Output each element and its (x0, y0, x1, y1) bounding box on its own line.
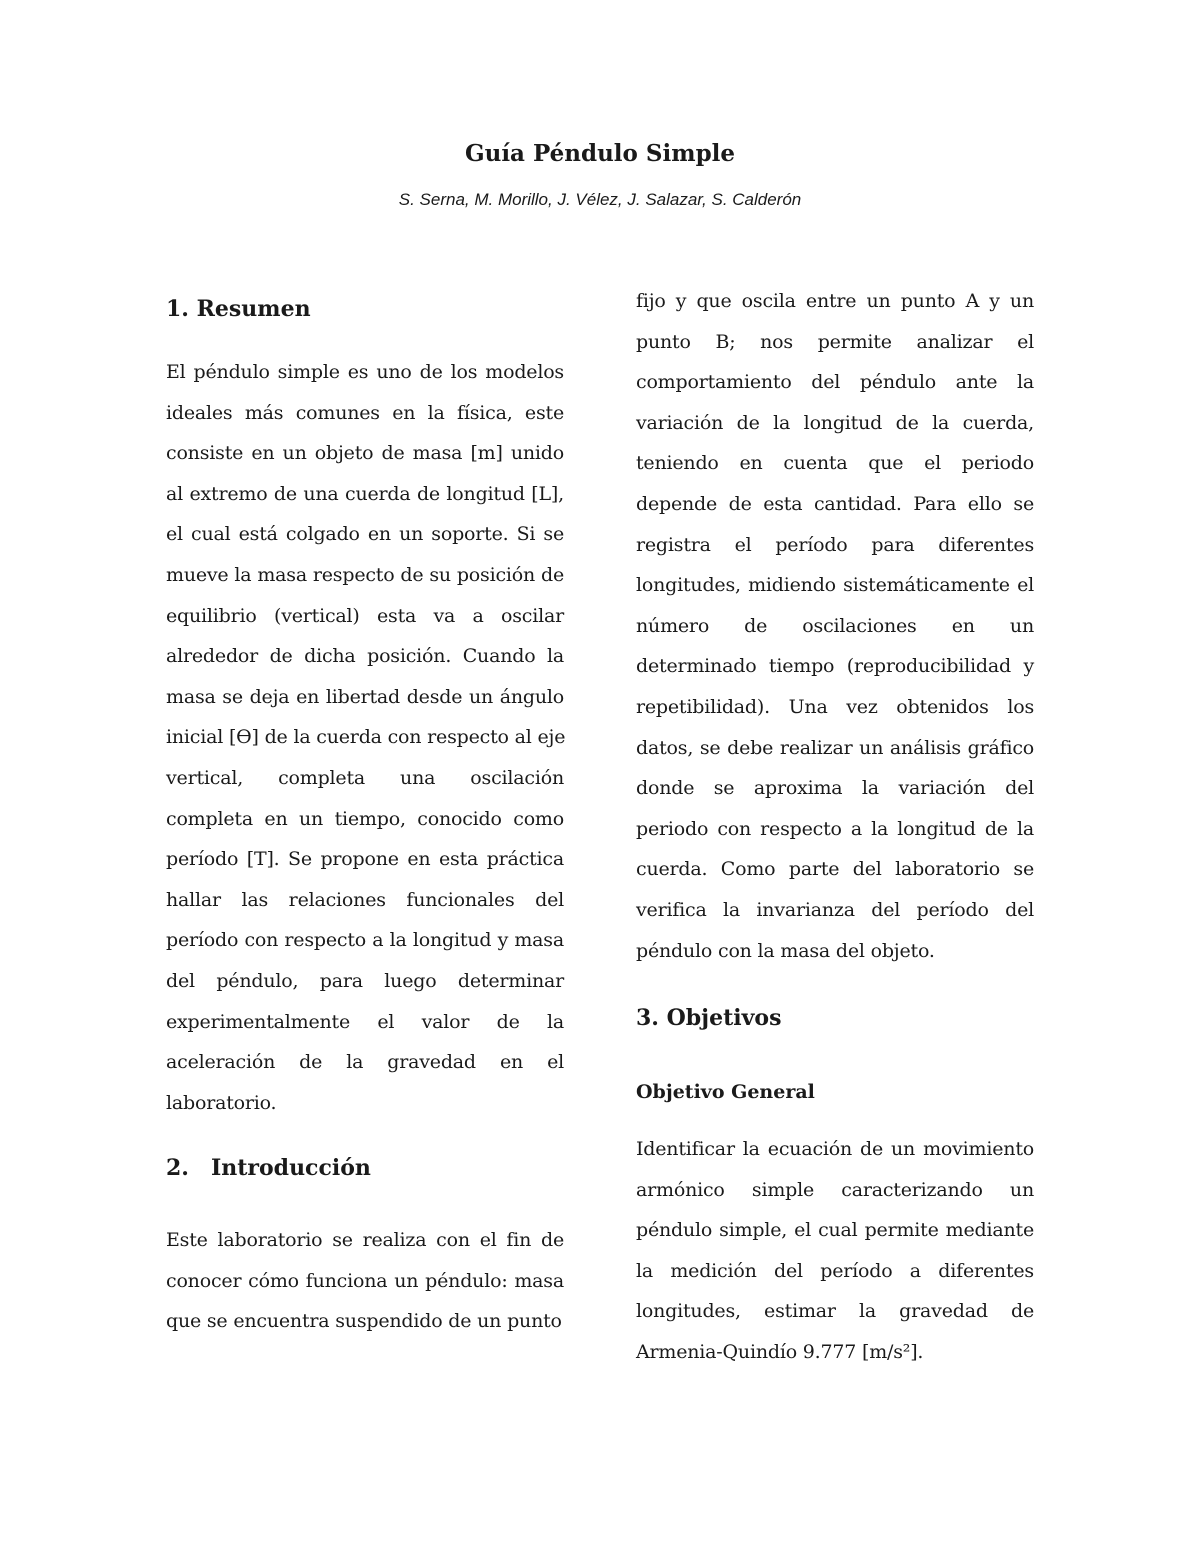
text-line: experimentalmente el valor de la (166, 1010, 564, 1033)
text-line: mueve la masa respecto de su posición de (166, 564, 564, 586)
text-line: verifica la invarianza del período del (636, 899, 1034, 921)
text-line: péndulo simple, el cual permite mediante (636, 1219, 1034, 1242)
text-line: registra el período para diferentes (636, 533, 1034, 556)
text-line: fijo y que oscila entre un punto A y un (636, 290, 1034, 312)
text-line: alrededor de dicha posición. Cuando la (166, 645, 564, 668)
text-line: Armenia-Quindío 9.777 [m/s²]. (636, 1341, 924, 1363)
text-line: Este laboratorio se realiza con el fin de (166, 1229, 564, 1251)
text-line: período con respecto a la longitud y masa (166, 929, 564, 952)
section-number: 2. (166, 1155, 189, 1181)
text-line: que se encuentra suspendido de un punto (166, 1310, 562, 1333)
text-line: consiste en un objeto de masa [m] unido (166, 442, 564, 465)
subheading-objetivo-general: Objetivo General (636, 1081, 815, 1103)
text-line: período [T]. Se propone en esta práctica (166, 848, 564, 871)
text-line: la medición del período a diferentes (636, 1259, 1034, 1282)
text-line: al extremo de una cuerda de longitud [L], (166, 482, 564, 505)
text-line: conocer cómo funciona un péndulo: masa (166, 1269, 564, 1292)
text-line: variación de la longitud de la cuerda, (636, 411, 1034, 434)
section-heading-resumen: 1. Resumen (166, 296, 311, 322)
text-line: longitudes, estimar la gravedad de (636, 1300, 1034, 1323)
text-line: comportamiento del péndulo ante la (636, 371, 1034, 394)
section-heading-objetivos: 3. Objetivos (636, 1005, 782, 1031)
text-line: número de oscilaciones en un (636, 614, 1034, 637)
text-line: repetibilidad). Una vez obtenidos los (636, 696, 1034, 718)
text-line: inicial [ϴ] de la cuerda con respecto al eje (166, 726, 566, 749)
text-line: hallar las relaciones funcionales del (166, 888, 564, 911)
text-line: El péndulo simple es uno de los modelos (166, 361, 564, 383)
text-line: completa en un tiempo, conocido como (166, 807, 564, 830)
text-line: donde se aproxima la variación del (636, 777, 1034, 800)
document-authors: S. Serna, M. Morillo, J. Vélez, J. Salazar, S. Calderón (398, 190, 802, 209)
text-line: del péndulo, para luego determinar (166, 970, 564, 992)
text-line: datos, se debe realizar un análisis gráfico (636, 736, 1034, 759)
text-line: el cual está colgado en un soporte. Si se (166, 523, 564, 546)
text-line: equilibrio (vertical) esta va a oscilar (166, 604, 564, 627)
text-line: péndulo con la masa del objeto. (636, 939, 935, 962)
text-line: punto B; nos permite analizar el (636, 330, 1034, 353)
text-line: masa se deja en libertad desde un ángulo (166, 685, 564, 708)
section-heading-introduccion (166, 1155, 371, 1181)
text-line: periodo con respecto a la longitud de la (636, 817, 1034, 840)
text-line: armónico simple caracterizando un (636, 1178, 1034, 1201)
text-line: vertical, completa una oscilación (166, 767, 564, 789)
text-line: determinado tiempo (reproducibilidad y (636, 655, 1034, 678)
text-line: aceleración de la gravedad en el (166, 1051, 564, 1074)
text-line: cuerda. Como parte del laboratorio se (636, 858, 1034, 881)
section-title: Introducción (210, 1155, 371, 1181)
text-line: longitudes, midiendo sistemáticamente el (636, 574, 1034, 597)
text-line: depende de esta cantidad. Para ello se (636, 493, 1034, 515)
text-line: ideales más comunes en la física, este (166, 401, 564, 424)
document-title: Guía Péndulo Simple (464, 140, 736, 167)
text-line: teniendo en cuenta que el periodo (636, 452, 1034, 475)
text-line: laboratorio. (166, 1091, 277, 1114)
text-line: Identificar la ecuación de un movimiento (636, 1138, 1034, 1160)
